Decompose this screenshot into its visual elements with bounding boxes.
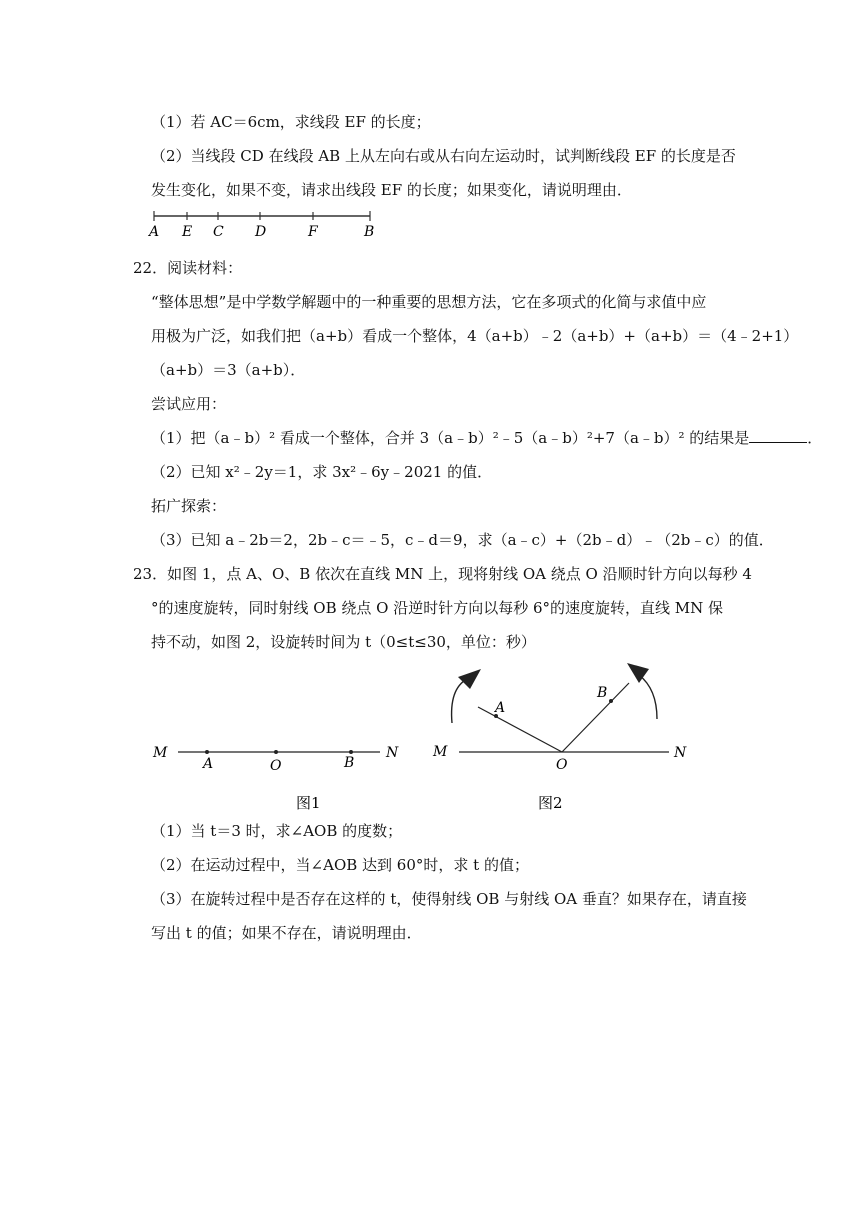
q21-part2-line2: 发生变化，如果不变，请求出线段 EF 的长度；如果变化，请说明理由． bbox=[151, 181, 632, 199]
segment-figure bbox=[145, 206, 385, 242]
label-a: A bbox=[203, 756, 214, 772]
q22-material-line3: （a+b）＝3（a+b）． bbox=[151, 361, 306, 379]
point-a bbox=[205, 750, 209, 754]
label-b: B bbox=[344, 755, 355, 771]
ray-oa bbox=[478, 707, 562, 752]
q22-part1-end: ． bbox=[807, 429, 823, 447]
point-b bbox=[349, 750, 353, 754]
clockwise-arrowhead-icon bbox=[458, 669, 481, 689]
q23-intro-line1: 23．如图 1，点 A、O、B 依次在直线 MN 上，现将射线 OA 绕点 O 沿顺时针方向以每秒 4 bbox=[133, 565, 752, 583]
figure-2 bbox=[425, 655, 705, 815]
label-o: O bbox=[270, 758, 282, 774]
ray-ob bbox=[562, 683, 629, 752]
segment-label-d: D bbox=[255, 224, 267, 240]
counterclockwise-arrowhead-icon bbox=[627, 663, 649, 683]
figure-2-caption: 图2 bbox=[538, 794, 563, 812]
q22-part1-text: （1）把（a﹣b）² 看成一个整体，合并 3（a﹣b）²﹣5（a﹣b）²+7（a﹣b）² 的结果是 bbox=[151, 429, 750, 447]
q21-part2-line1: （2）当线段 CD 在线段 AB 上从左向右或从右向左运动时，试判断线段 EF 的长度是否 bbox=[151, 147, 736, 165]
q23-part3-line2: 写出 t 的值；如果不存在，请说明理由． bbox=[151, 924, 422, 942]
figure-1-caption: 图1 bbox=[296, 794, 321, 812]
label-b: B bbox=[597, 685, 608, 701]
q23-part3-line1: （3）在旋转过程中是否存在这样的 t，使得射线 OB 与射线 OA 垂直？如果存在，请直接 bbox=[151, 890, 747, 908]
q23-part1: （1）当 t＝3 时，求∠AOB 的度数； bbox=[151, 822, 403, 840]
q22-try-label: 尝试应用： bbox=[151, 395, 227, 413]
segment-label-c: C bbox=[213, 224, 224, 240]
q23-intro-line3: 持不动，如图 2，设旋转时间为 t（0≤t≤30，单位：秒） bbox=[151, 633, 536, 651]
figure-1 bbox=[145, 735, 415, 815]
q22-part2: （2）已知 x²﹣2y＝1，求 3x²﹣6y﹣2021 的值． bbox=[151, 463, 493, 481]
label-n: N bbox=[386, 745, 399, 761]
segment-label-a: A bbox=[149, 224, 160, 240]
q22-part3: （3）已知 a﹣2b＝2，2b﹣c＝﹣5，c﹣d＝9，求（a﹣c）+（2b﹣d）﹣（2b﹣c）的值． bbox=[151, 531, 774, 549]
q22-part1 bbox=[151, 428, 822, 448]
label-a: A bbox=[495, 700, 506, 716]
answer-blank bbox=[749, 428, 807, 443]
q22-material-line2: 用极为广泛，如我们把（a+b）看成一个整体，4（a+b）﹣2（a+b）+（a+b）＝（4﹣2+1） bbox=[151, 327, 799, 345]
q22-heading: 22．阅读材料： bbox=[133, 259, 243, 277]
segment-label-f: F bbox=[308, 224, 318, 240]
q22-material-line1: “整体思想”是中学数学解题中的一种重要的思想方法，它在多项式的化简与求值中应 bbox=[151, 293, 707, 311]
segment-label-b: B bbox=[364, 224, 375, 240]
q21-part1: （1）若 AC＝6cm，求线段 EF 的长度； bbox=[151, 113, 431, 131]
label-n: N bbox=[674, 745, 687, 761]
label-m: M bbox=[153, 745, 168, 761]
label-o: O bbox=[556, 757, 568, 773]
segment-label-e: E bbox=[182, 224, 193, 240]
q23-part2: （2）在运动过程中，当∠AOB 达到 60°时，求 t 的值； bbox=[151, 856, 529, 874]
clockwise-arrow-icon bbox=[452, 679, 467, 723]
label-m: M bbox=[433, 744, 448, 760]
q22-extension-label: 拓广探索： bbox=[151, 497, 227, 515]
point-b bbox=[609, 699, 613, 703]
point-o bbox=[274, 750, 278, 754]
counterclockwise-arrow-icon bbox=[639, 675, 657, 719]
q23-intro-line2: °的速度旋转，同时射线 OB 绕点 O 沿逆时针方向以每秒 6°的速度旋转，直线 MN 保 bbox=[151, 599, 724, 617]
